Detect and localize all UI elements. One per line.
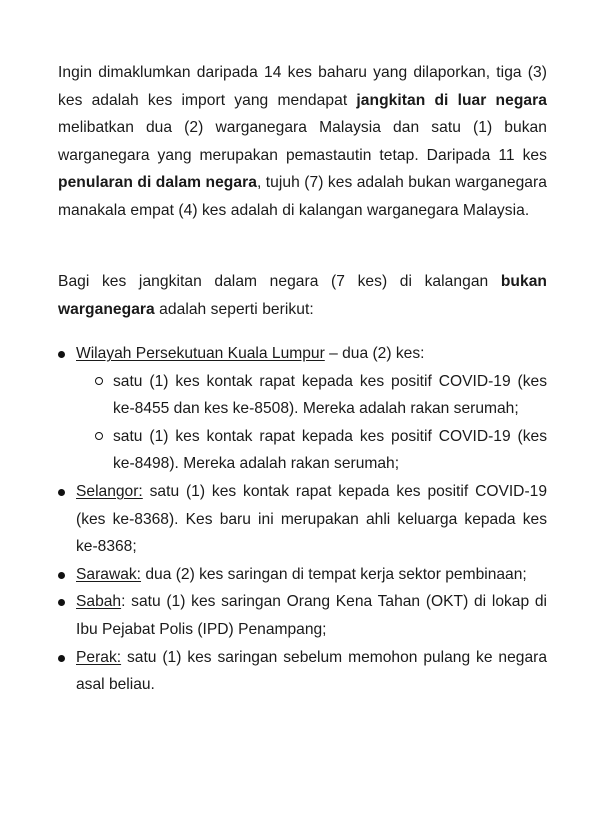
intro-paragraph (58, 59, 547, 225)
intro-text-2: melibatkan dua (2) warganegara Malaysia dan satu (1) bukan warganegara yang merupakan pemastautin tetap. Daripada 11 kes (58, 119, 547, 164)
intro-text-3: , tujuh (7) kes adalah bukan warganegara manakala empat (4) kes adalah di kalangan warganegara Malaysia. (58, 174, 547, 219)
state-case-list (58, 340, 547, 699)
sub-item-2-text: satu (1) kes kontak rapat kepada kes positif COVID-19 (kes ke-8498). Mereka adalah rakan serumah; (113, 427, 547, 473)
kl-sublist (76, 368, 547, 478)
intro-text-1: Ingin dimaklumkan daripada 14 kes baharu yang dilaporkan, tiga (3) kes adalah kes import yang mendapat (58, 64, 547, 109)
selangor-text: satu (1) kes kontak rapat kepada kes positif COVID-19 (kes ke-8368). Kes baru ini merupakan ahli keluarga kepada kes ke-8368; (76, 482, 547, 556)
sarawak-text: dua (2) kes saringan di tempat kerja sektor pembinaan; (141, 565, 527, 583)
state-sabah: Sabah (76, 593, 122, 611)
intro-bold-local: penularan di dalam negara (58, 174, 257, 192)
list-item-kuala-lumpur (58, 340, 547, 478)
bullet-icon (58, 572, 65, 579)
local-text-2: adalah seperti berikut: (154, 300, 314, 318)
perak-text: satu (1) kes saringan sebelum memohon pulang ke negara asal beliau. (76, 648, 547, 694)
bullet-icon (58, 599, 65, 606)
circle-bullet-icon (95, 432, 103, 440)
circle-bullet-icon (95, 377, 103, 385)
bullet-icon (58, 489, 65, 496)
local-bold-noncitizen: bukan warganegara (58, 273, 547, 318)
list-item-sarawak (58, 561, 547, 589)
list-item-perak (58, 644, 547, 699)
bullet-icon (58, 655, 65, 662)
local-cases-paragraph (58, 268, 547, 323)
local-text-1: Bagi kes jangkitan dalam negara (7 kes) di kalangan (58, 273, 501, 290)
kl-summary: – dua (2) kes: (324, 345, 425, 362)
list-item-selangor (58, 478, 547, 561)
bullet-icon (58, 351, 65, 358)
sub-item-2 (76, 423, 547, 478)
intro-bold-imported: jangkitan di luar negara (356, 91, 547, 109)
state-selangor: Selangor: (76, 482, 143, 500)
state-perak: Perak: (76, 648, 122, 666)
state-sarawak: Sarawak: (76, 565, 142, 583)
sub-item-1-text: satu (1) kes kontak rapat kepada kes positif COVID-19 (kes ke-8455 dan kes ke-8508). Mereka adalah rakan serumah; (113, 372, 547, 418)
sub-item-1 (76, 368, 547, 423)
list-item-sabah (58, 588, 547, 643)
state-kuala-lumpur: Wilayah Persekutuan Kuala Lumpur (76, 345, 325, 362)
sabah-text: : satu (1) kes saringan Orang Kena Tahan (OKT) di lokap di Ibu Pejabat Polis (IPD) Penampang; (76, 593, 547, 638)
